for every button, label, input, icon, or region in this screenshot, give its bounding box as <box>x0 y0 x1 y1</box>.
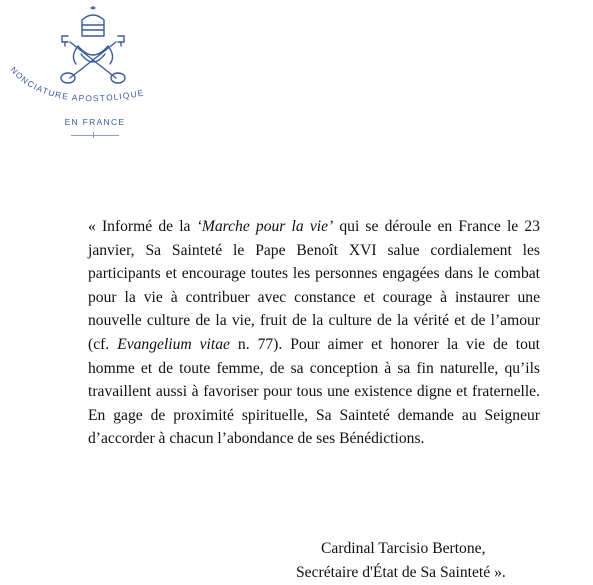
message-part-2: qui se déroule en France le 23 janvier, Sa Sainteté le Pape Benoît XVI salue cordialement les participants et encourage toutes les personnes engagées dans le combat pour la vie à contribuer avec constance et courage à instaurer une nouvelle culture de la vie, fruit de la culture de la vérité et de l’amour (cf. <box>88 218 540 353</box>
svg-text:NONCIATURE APOSTOLIQUE: NONCIATURE APOSTOLIQUE <box>8 64 146 104</box>
message-part-3: n. 77). Pour aimer et honorer la vie de tout homme et de toute femme, de sa conception à sa fin naturelle, qu’ils travaillent aussi à favoriser pour tous une existence digne et fraternelle. En gage de proximité spirituelle, Sa Sainteté demande au Seigneur d’accorder à chacun l’abondance de ses Bénédictions. <box>88 335 541 448</box>
march-title: ‘Marche pour la vie’ <box>196 218 334 235</box>
encyclical-title: Evangelium vitae <box>117 335 230 353</box>
message-opening: « Informé de la <box>88 218 197 235</box>
nunciature-arc-text <box>0 0 200 150</box>
letterhead <box>0 0 200 150</box>
letterhead-rule <box>71 135 119 136</box>
en-france-label: EN FRANCE <box>64 117 126 127</box>
signatory-name: Cardinal Tarcisio Bertone, <box>321 540 486 557</box>
signatory-title: Secrétaire d'État de Sa Sainteté ». <box>296 564 506 581</box>
message-body <box>88 215 540 451</box>
